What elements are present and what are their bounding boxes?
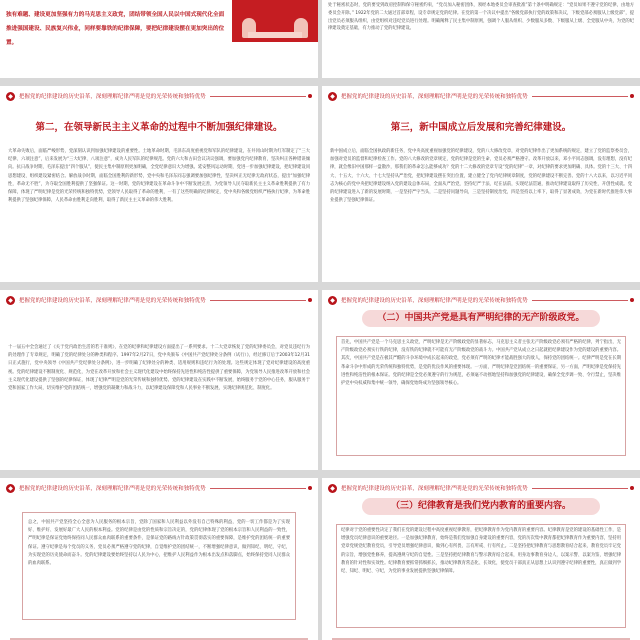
slide-8-title: （三）纪律教育是我们党内教育的重要内容。 [362, 498, 600, 515]
slide-4-text: 新中国成立后，面临全国执政的新任务，党中央高度重视加强党的纪律建设，党的八大修改党章，对党的纪律作出了更加系统的规定，建立了党的监察委员会，加强对党员的监督和纪律检查工作。党的八大修改的党章规定，党的纪律是党的生命，党员必须严格遵守。改革开放以来，邓小平同志强调，没有理想，没有纪律，就会像旧中国那样一盘散沙，那我们的革命怎么能够成功？党的十二大修改的党章专设“党的纪律”一章，对纪律的要求更加明确、具体。党的十三大、十四大、十五大、十六大、十七大坚持从严治党，把纪律建设摆在突出位置，建立健全了党内纪律规章制度，党的纪律建设不断完善。党的十八大以来，以习近平同志为核心的党中央把纪律建设纳入党的建设总体布局，全面从严治党，坚持纪严于法、纪在法前，实现纪法贯通，推动纪律建设取得了历史性、开创性成就。党的纪律建设进入了新的发展时期，一是坚持严字当头，二是坚持问题导向，三是坚持制度治党，四是坚持以上率下，取得了显著成效，为党在新时代推进伟大事业提供了坚强纪律保证。 [330, 149, 632, 204]
slide-6 [322, 290, 640, 470]
slide-3-title: 第二，在领导新民主主义革命的过程中不断加强纪律建设。 [35, 122, 283, 133]
slide-8 [322, 478, 640, 640]
header-badge-icon: ◆ [328, 92, 337, 101]
slide-3-text: 大革命失败后，面临严峻形势，党深刻认识到加强纪律建设的重要性。土地革命时期，毛泽东高度重视党和军队的纪律建设，在井冈山时期为红军制定了“三大纪律、六项注意”，后来发展为“三大纪律、八项注意”，成为人民军队的纪律规范。党的六大和古田会议决议强调，要加强党内纪律教育，坚决纠正各种错误倾向。抗日战争时期，毛泽东提出“四个服从”，使民主集中制原则更加明确，全党纪律意识大为增强。延安整风运动时期，党进一步加强纪律建设，把纪律建设同思想建设、组织建设紧密结合。解放战争时期，面临全国胜利的新形势，党中央和毛泽东同志强调要加强纪律性，坚决纠正无纪律无政府状态，提出“加强纪律性，革命无不胜”，为夺取全国胜利提供了坚强保证。这一时期，党的纪律建设在革命斗争中不断发展完善，为党领导人民夺取新民主主义革命胜利提供了有力保障，体现了严明纪律是党的光荣传统和独特优势，党领导人民取得了革命的胜利，一有了这些明确的纪律规定，党中央和各级党组织严格执行纪律，为革命胜利提供了坚强纪律保障，人民革命由胜利走向胜利，取得了新民主主义革命的伟大胜利。 [8, 149, 310, 204]
slide-2-text: 处于秘密状态时，党的要受到政府控制和保守秘密约束，“党员加入秘密团体，须经本地委员会审查批准”第十条中明确规定：“党员如果不遵守党的纪律，由地方委员会开除。” 1922年党的二大通过首部章程，设专章规定党的纪律。在党的第一个决议中提出“各级党部执行党的政策和决议，下级党部必须服从上级党部”，提出党员必须服从组织，由党组织对违纪党员进行处理。明确阐释了民主集中制原则，强调个人服从组织、少数服从多数、下级服从上级、全党服从中央，为党的纪律建设奠定基础，有力推动了党的纪律建设。 [328, 3, 634, 32]
header-text: 把握党的纪律建设的历史沿革，深刻理解纪律严明是党的光荣传统和独特优势 [341, 298, 528, 304]
header-dot-icon [308, 486, 312, 490]
slide-header [328, 294, 634, 306]
slide-2-content [328, 2, 634, 60]
slide-5-text: 十一届五中全会通过了《关于党内政治生活的若干准则》，在党的纪律和纪律建设方面提出了一系列要求。十二大党章恢复了党的纪律委员会，对党员违纪行为的处理作了专章规定，明确了党的纪律处分的种类和程序。1997年2月27日，党中央颁布《中国共产党纪律处分条例（试行）》，经过修订后于2003年12月31日正式施行，党中央领导《中国共产党纪律处分条例》，进一步明确了纪律处分的种类、适用规则和违纪行为的处理。这些规定体现了党对纪律建设的高度重视。党的纪律建设不断制度化、规范化，为党在改革开放和社会主义现代化建设中始终保持先进性和纯洁性提供了重要保障，为党领导人民推进改革开放和社会主义现代化建设提供了坚强的纪律保证，体现了纪律严明是党的光荣传统和独特优势。党的纪律建设在实践中不断发展，始终服务于党的中心任务，服从服务于党和国家工作大局，切实维护党的团结统一，增强党的凝聚力和战斗力，以纪律建设保障党和人民事业不断发展，实现纪律规范化、制度化。 [8, 345, 310, 392]
table-figure [248, 32, 302, 38]
header-badge-icon: ◆ [6, 92, 15, 101]
header-text: 把握党的纪律建设的历史沿革，深刻理解纪律严明是党的光荣传统和独特优势 [19, 486, 206, 492]
slide-1-text: 独有难题、建设更加坚强有力的马克思主义政党，团结带领全国人民以中国式现代化全面推进强国建设、民族复兴伟业，同样要靠铁的纪律保障，要把纪律建设摆在更加突出的位置。 [6, 12, 225, 46]
slide-8-text: 纪律对于党的重要性决定了我们在党的建设过程中高度重视纪律教育，把纪律教育作为党内教育的重要内容。纪律教育是党的建设的基础性工作，是增强党员纪律意识的重要途径。一是加强纪律教育，始终是我们党加强自身建设的重要内容，党的历次集中教育都把纪律教育作为重要内容，坚持用党章党规党纪教育党员，引导党员增强纪律意识，做到心有所畏、言有所戒、行有所止。二是坚持把纪律教育与思想教育结合起来，教育党员牢记党的宗旨，增强党性修养，提高遵规守纪的自觉性。三是坚持把纪律教育与警示教育结合起来，用身边事教育身边人，以案示警、以案为鉴，增强纪律教育的针对性和实效性。纪律教育要抓常抓细抓长，推动纪律教育常态化、长效化，使党员干部真正从思想上认识到遵守纪律的重要性，真正做到学纪、知纪、明纪、守纪，为党的事业发展提供坚强纪律保障。 [341, 528, 621, 575]
header-badge-icon: ◆ [6, 484, 15, 493]
header-divider [210, 488, 306, 489]
header-divider [210, 96, 306, 97]
slide-header [328, 482, 634, 494]
slide-3 [0, 86, 318, 282]
header-dot-icon [308, 298, 312, 302]
slide-4 [322, 86, 640, 282]
slide-1 [0, 0, 318, 78]
slide-4-title: 第三，新中国成立后发展和完善纪律建设。 [390, 122, 572, 133]
header-divider [532, 96, 628, 97]
header-divider [532, 488, 628, 489]
header-divider [210, 300, 306, 301]
header-dot-icon [630, 486, 634, 490]
header-divider [532, 300, 628, 301]
header-text: 把握党的纪律建设的历史沿革，深刻理解纪律严明是党的光荣传统和独特优势 [341, 486, 528, 492]
header-text: 把握党的纪律建设的历史沿革，深刻理解纪律严明是党的光荣传统和独特优势 [341, 94, 528, 100]
slide-8-text-box [336, 524, 626, 628]
meeting-illustration [232, 0, 318, 42]
slide-7-text-box [22, 512, 296, 620]
slide-6-text: 首先，中国共产党是一个马克思主义政党，严明纪律是无产阶级政党的显著标志，马克思主义者主张无产阶级政党必须有严格的纪律，列宁指出，无产阶级政党必须实行铁的纪律，没有铁的纪律就不可能有无产阶级政党的战斗力。中国共产党从成立之日起就把纪律建设作为党的建设的重要内容。其次，中国共产党是在极其严酷的斗争环境中成长起来的政党，党必须有严明的纪律才能战胜强大的敌人，保持党的团结统一。纪律严明是党在长期革命斗争中形成的光荣传统和独特优势，是党的优良作风的重要体现。一方面，严明纪律是党团结统一的重要保证，另一方面，严明纪律是党保持先进性和纯洁性的根本保证。党的纪律是全党必须遵守的行为规范，必须毫不动摇地坚持和加强党的纪律建设，确保全党步调一致、令行禁止，坚决维护党中央权威和集中统一领导，确保党始终成为坚强领导核心。 [341, 340, 621, 387]
slide-7-text: 总之，中国共产党坚持全心全意为人民服务的根本宗旨，党除了国家和人民利益以外没有自己特殊的利益，党的一切工作都是为了实现好、维护好、发展好最广大人民的根本利益。党的纪律是由党的性质和宗旨决定的，党的纪律体现了党的根本宗旨和人民利益的一致性，严明纪律是保证党始终保持同人民群众血肉联系的重要条件，是保证党的路线方针政策贯彻落实的重要保障，是维护党的团结统一的重要保证。遵守纪律是每个党员的义务，党员必须严格遵守党的纪律，自觉维护党的团结统一，不断增强纪律意识，做到知纪、明纪、守纪，为实现党的历史使命而奋斗。党的纪律建设要始终坚持以人民为中心，把维护人民利益作为根本出发点和落脚点，始终保持党同人民群众的血肉联系。 [28, 520, 290, 567]
header-dot-icon [630, 298, 634, 302]
slide-header [328, 90, 634, 102]
header-badge-icon: ◆ [328, 484, 337, 493]
header-dot-icon [308, 94, 312, 98]
slide-2 [322, 0, 640, 78]
slide-header [6, 482, 312, 494]
slide-6-text-box [336, 336, 626, 456]
header-text: 把握党的纪律建设的历史沿革，深刻理解纪律严明是党的光荣传统和独特优势 [19, 94, 206, 100]
header-text: 把握党的纪律建设的历史沿革，深刻理解纪律严明是党的光荣传统和独特优势 [19, 298, 206, 304]
slide-7 [0, 478, 318, 640]
header-badge-icon: ◆ [328, 296, 337, 305]
header-badge-icon: ◆ [6, 296, 15, 305]
slide-6-title: （二）中国共产党是具有严明纪律的无产阶级政党。 [362, 310, 600, 327]
slide-header [6, 294, 312, 306]
slide-header [6, 90, 312, 102]
header-dot-icon [630, 94, 634, 98]
slide-5 [0, 290, 318, 470]
